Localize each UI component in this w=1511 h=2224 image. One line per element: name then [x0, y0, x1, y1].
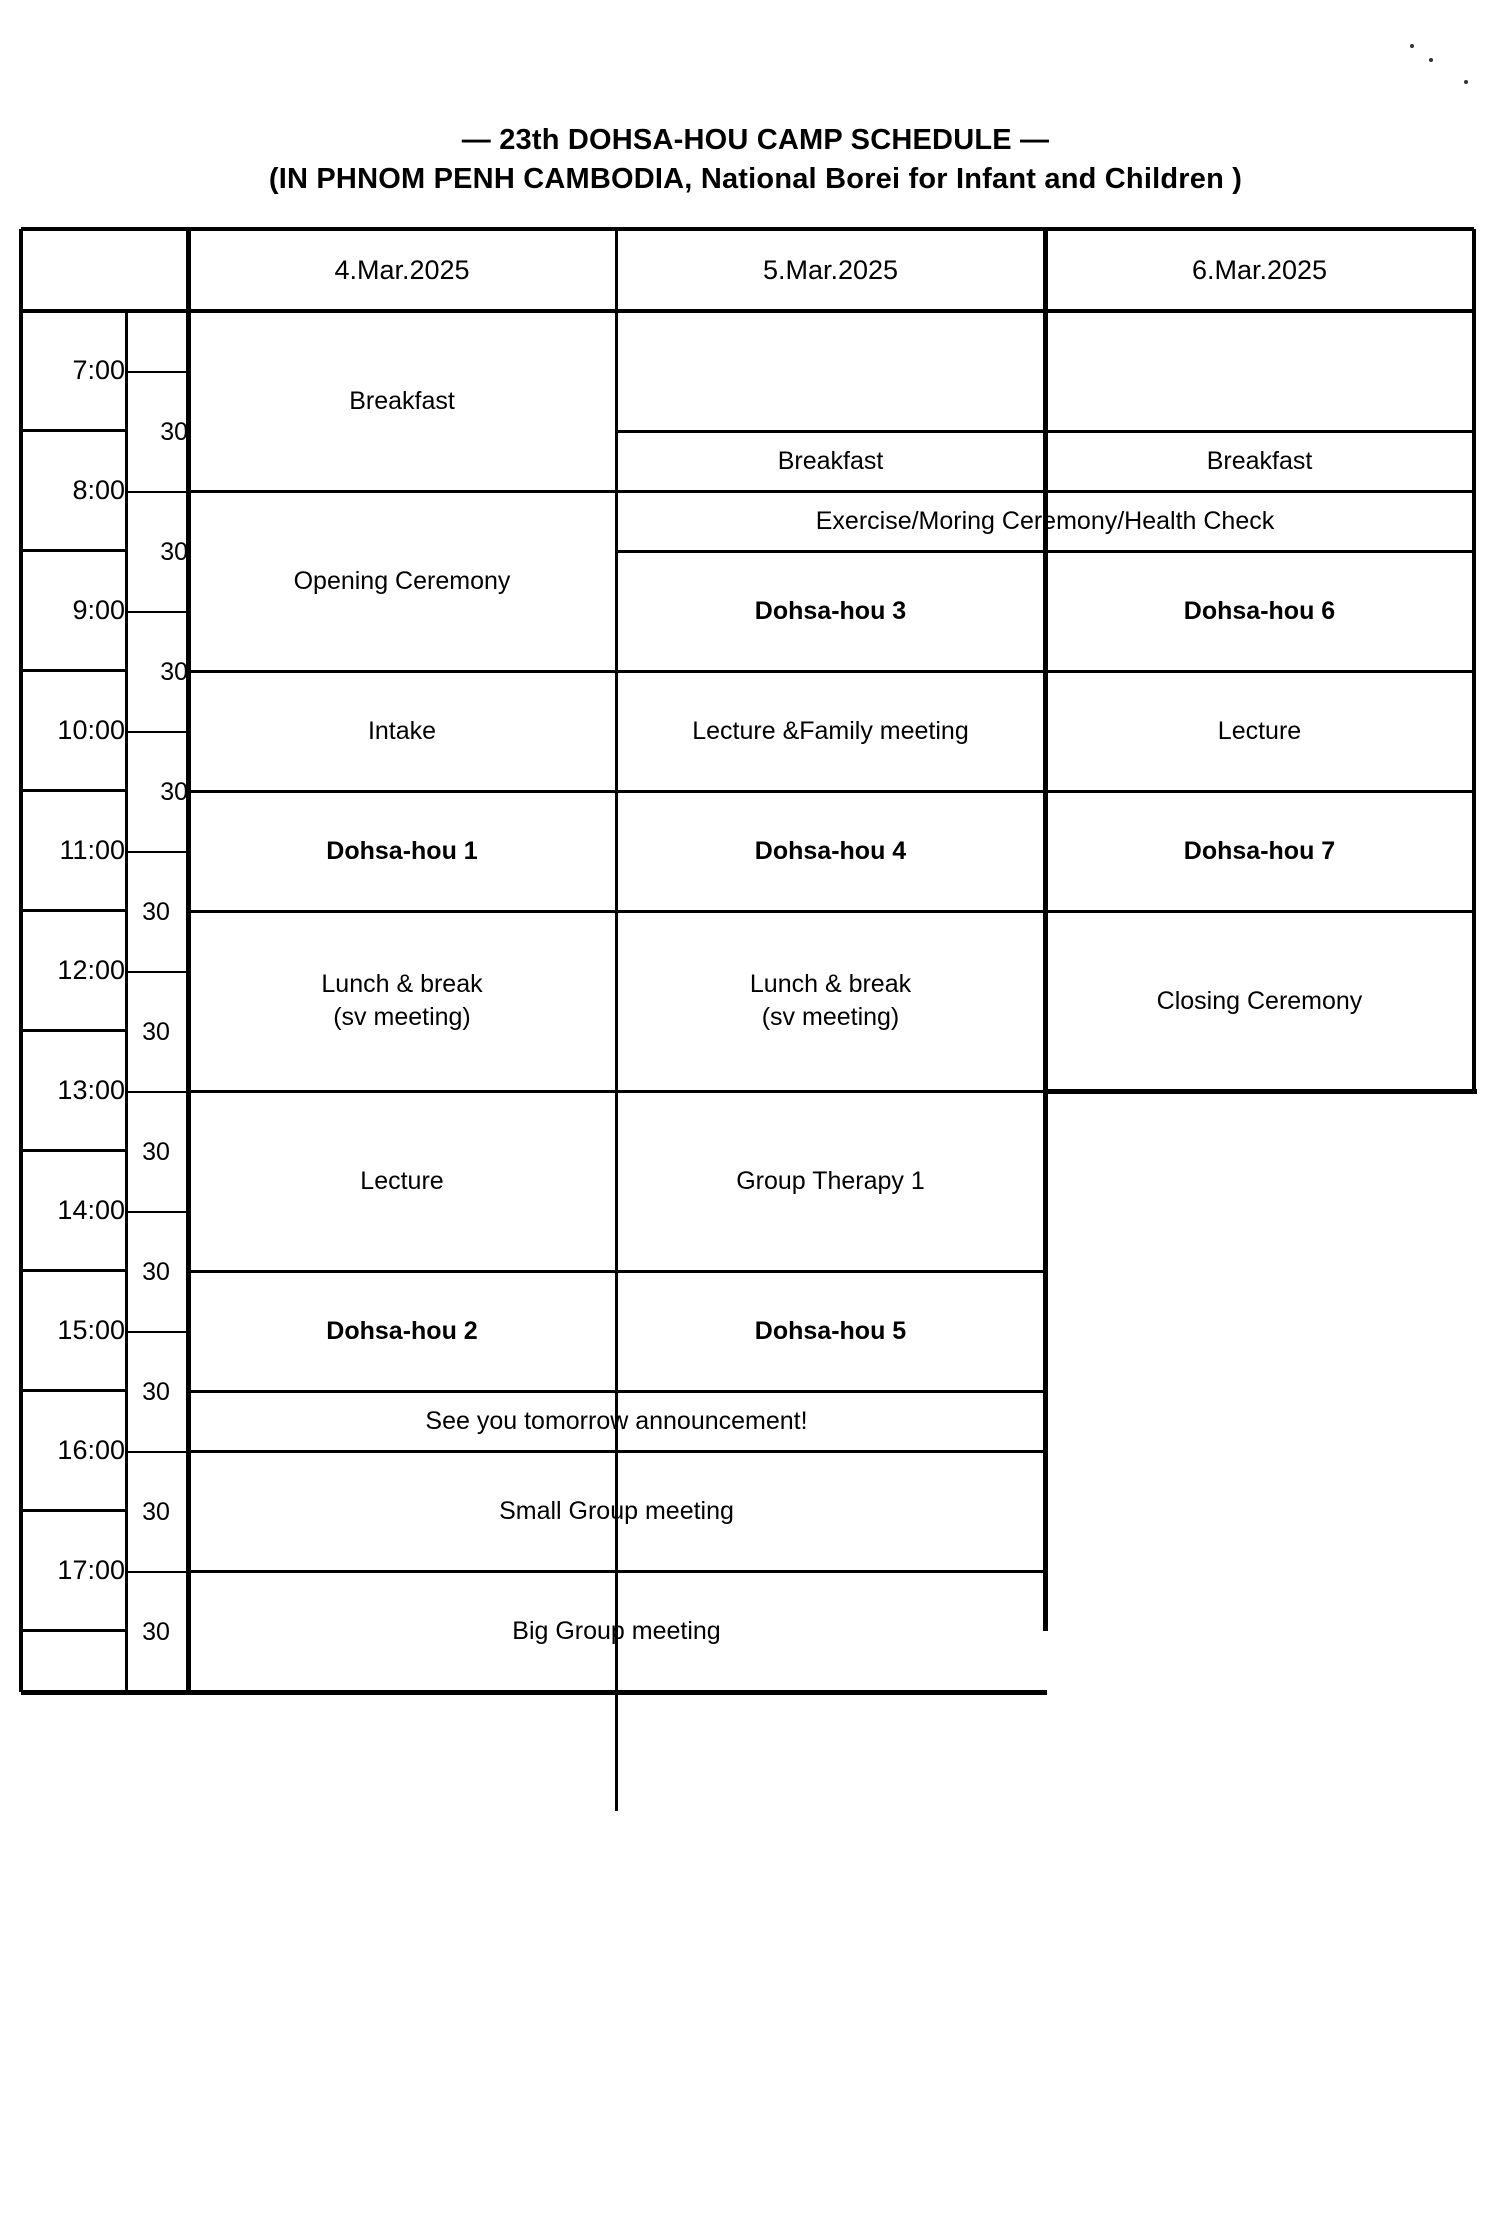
hour-separator: [21, 1030, 126, 1032]
event-separator-day2: [616, 1270, 1045, 1273]
hour-label: 14:00: [57, 1195, 125, 1225]
hour-label: 10:00: [57, 715, 125, 745]
hour-label: 13:00: [57, 1075, 125, 1105]
event-separator-bottom: [188, 1570, 1045, 1573]
hour-tick: [126, 371, 188, 373]
event-separator-day1: [188, 1090, 616, 1093]
event-separator-day1: [188, 670, 616, 673]
date-header-1: 4.Mar.2025: [334, 254, 470, 285]
event-lunch-break-day2: Lunch & break (sv meeting): [749, 970, 912, 1031]
hour-separator: [21, 1390, 126, 1392]
scan-speck: [1429, 58, 1433, 62]
event-lecture-day1: Lecture: [360, 1166, 444, 1195]
schedule-title: — 23th DOHSA-HOU CAMP SCHEDULE —: [461, 124, 1050, 156]
half-hour-label: 30: [142, 1018, 170, 1046]
event-dohsa-hou-6: Dohsa-hou 6: [1183, 596, 1336, 625]
hour-tick: [126, 1571, 188, 1573]
event-separator-day1: [188, 790, 616, 793]
event-dohsa-hou-1: Dohsa-hou 1: [326, 836, 478, 865]
hour-separator: [21, 910, 126, 912]
event-separator-bottom: [188, 1450, 1045, 1453]
event-lecture-day3: Lecture: [1217, 716, 1302, 745]
event-big-group-meeting: Big Group meeting: [512, 1617, 721, 1645]
hour-separator: [21, 790, 126, 792]
event-lecture-family-meeting: Lecture &Family meeting: [692, 716, 969, 745]
date-header-3: 6.Mar.2025: [1191, 254, 1328, 285]
hour-separator: [21, 550, 126, 552]
hour-tick: [126, 1211, 188, 1213]
event-breakfast-day3: Breakfast: [1206, 446, 1313, 475]
hour-label: 15:00: [57, 1315, 125, 1345]
half-hour-label: 30: [142, 1498, 170, 1526]
event-separator-bottom: [188, 1390, 1045, 1393]
event-group-therapy-1: Group Therapy 1: [736, 1166, 925, 1195]
event-separator: [616, 490, 1474, 493]
hour-tick: [126, 611, 188, 613]
half-hour-label: 30: [160, 538, 188, 566]
half-hour-label: 30: [142, 1378, 170, 1406]
hour-label: 8:00: [72, 475, 125, 505]
hour-label: 9:00: [72, 595, 125, 625]
hour-tick: [126, 731, 188, 733]
hour-label: 17:00: [57, 1555, 125, 1585]
hour-tick: [126, 1331, 188, 1333]
event-separator: [616, 910, 1474, 913]
scan-speck: [1410, 44, 1414, 48]
hour-separator: [21, 1150, 126, 1152]
hour-half-divider: [125, 311, 128, 1692]
hour-tick: [126, 851, 188, 853]
hour-separator: [21, 1270, 126, 1272]
hour-separator: [21, 1630, 126, 1632]
hour-label: 16:00: [57, 1435, 125, 1465]
half-hour-label: 30: [160, 778, 188, 806]
hour-separator: [21, 1510, 126, 1512]
event-breakfast-day2: Breakfast: [777, 446, 884, 475]
event-breakfast-day1: Breakfast: [349, 386, 455, 415]
half-hour-label: 30: [142, 898, 170, 926]
hour-label: 7:00: [72, 355, 125, 385]
event-separator: [616, 790, 1474, 793]
event-closing-ceremony: Closing Ceremony: [1156, 986, 1363, 1015]
hour-tick: [126, 491, 188, 493]
event-separator-day1: [188, 910, 616, 913]
hour-label: 12:00: [57, 955, 125, 985]
half-hour-label: 30: [160, 418, 188, 446]
hour-separator: [21, 430, 126, 432]
event-small-group-meeting: Small Group meeting: [499, 1496, 734, 1525]
event-separator-day2: [616, 1090, 1045, 1093]
event-dohsa-hou-7: Dohsa-hou 7: [1183, 836, 1336, 865]
half-hour-label: 30: [142, 1618, 170, 1646]
event-opening-ceremony: Opening Ceremony: [293, 566, 511, 595]
half-hour-label: 30: [160, 658, 188, 686]
hour-tick: [126, 1451, 188, 1453]
hour-tick: [126, 1091, 188, 1093]
event-dohsa-hou-2: Dohsa-hou 2: [326, 1316, 478, 1345]
event-separator: [616, 550, 1474, 553]
event-dohsa-hou-5: Dohsa-hou 5: [754, 1316, 907, 1345]
hour-label: 11:00: [59, 835, 125, 865]
scan-speck: [1464, 80, 1468, 84]
hour-tick: [126, 971, 188, 973]
event-separator-day1: [188, 490, 616, 493]
half-hour-label: 30: [142, 1138, 170, 1166]
event-see-you-tomorrow: See you tomorrow announcement!: [425, 1406, 808, 1435]
event-separator: [616, 430, 1474, 433]
half-hour-label: 30: [142, 1258, 170, 1286]
event-dohsa-hou-4: Dohsa-hou 4: [754, 836, 907, 865]
hour-separator: [21, 670, 126, 672]
event-exercise-ceremony-health-check: Exercise/Moring Ceremony/Health Check: [815, 506, 1275, 535]
event-lunch-break-day1: Lunch & break (sv meeting): [321, 970, 483, 1031]
event-separator-day1: [188, 1270, 616, 1273]
event-dohsa-hou-3: Dohsa-hou 3: [754, 596, 907, 625]
schedule-subtitle: (IN PHNOM PENH CAMBODIA, National Borei for Infant and Children ): [268, 163, 1243, 195]
date-header-2: 5.Mar.2025: [762, 254, 899, 285]
event-intake: Intake: [367, 716, 437, 745]
event-separator: [616, 670, 1474, 673]
